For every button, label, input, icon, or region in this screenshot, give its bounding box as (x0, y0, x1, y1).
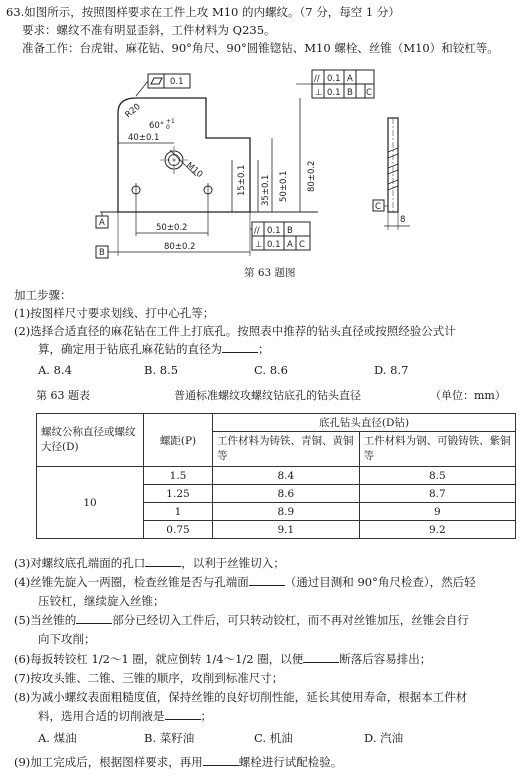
step-9-b: 螺栓进行试配检验。 (238, 755, 343, 769)
step-2-end: ； (258, 342, 270, 356)
fcf-bot-val1: 0.1 (267, 226, 281, 236)
dim-80-vert: 80±0.2 (307, 160, 317, 192)
cell: 9.2 (359, 521, 515, 539)
fcf-top-val1: 0.1 (327, 74, 341, 84)
answer-blank-6[interactable] (303, 651, 339, 663)
step-4-b: （通过目测和 90°角尺检查），然后轻 (284, 575, 476, 589)
dim-35: 35±0.1 (261, 174, 271, 206)
answer-blank-5[interactable] (76, 612, 112, 624)
th-diameter (37, 414, 144, 467)
answer-blank-8[interactable] (165, 708, 201, 720)
cell: 1.25 (144, 485, 213, 503)
cell: 1.5 (144, 467, 213, 485)
step-2-line1: (2)选择合适直径的麻花钻在工件上打底孔。按照表中推荐的钻头直径或按照经验公式计 (14, 324, 456, 338)
cell: 8.6 (213, 485, 360, 503)
fcf-bot-sym1: // (254, 226, 260, 236)
step-4-line2: 压铰杠，继续旋入丝锥； (38, 594, 165, 608)
step-8-line2 (38, 708, 212, 724)
plate-outline (118, 98, 250, 212)
step-2-text: 算，确定用于钻底孔麻花钻的直径为 (38, 342, 222, 356)
angle-tol-up: +1 (166, 118, 175, 125)
th-steel: 工件材料为钢、可锻铸铁、紫铜等 (359, 432, 515, 467)
dim-8: 8 (400, 215, 406, 225)
step-3-b: ，以利于丝锥切入； (181, 556, 285, 570)
question-text: 如图所示，按照图样要求在工件上攻 M10 的内螺纹。（7 分，每空 1 分） (24, 5, 400, 19)
table-title: 普通标准螺纹攻螺纹钻底孔的钻头直径 (174, 389, 361, 402)
dim-50-vert: 50±0.1 (279, 170, 289, 202)
step-5-line2: 向下攻削； (38, 632, 96, 646)
th-pitch: 螺距(P) (144, 414, 213, 467)
answer-blank-4[interactable] (249, 574, 285, 586)
fcf-bot-dat1: B (287, 226, 293, 236)
step-7: (7)按攻头锥、二锥、三锥的顺序，攻削到标准尺寸； (14, 671, 284, 685)
option-d[interactable]: D. 汽油 (364, 731, 404, 745)
step-5-b: 部分已经切入工件后，可只转动铰杠，而不再对丝锥加压，丝锥会自行 (112, 613, 469, 627)
option-b[interactable]: B. 菜籽油 (144, 731, 195, 745)
fcf-bot-sym2: ⊥ (255, 240, 263, 250)
dim-80: 80±0.2 (164, 242, 196, 252)
th-cast-iron: 工件材料为铸铁、青铜、黄铜等 (213, 432, 360, 467)
fcf-top-val2: 0.1 (327, 88, 341, 98)
step-3 (14, 555, 285, 571)
th-diameter-text: 螺纹公称直径或螺纹大径(D) (41, 426, 136, 453)
step-5-a: (5)当丝锥的 (14, 613, 77, 627)
cell: 1 (144, 503, 213, 521)
fcf-top-sym2: ⊥ (315, 88, 323, 98)
datum-c-label: C (375, 202, 381, 212)
flatness-value: 0.1 (170, 77, 184, 87)
part-drawing (0, 0, 528, 285)
step-9-a: (9)加工完成后，根据图样要求，再用 (14, 755, 203, 769)
requirement: 要求：螺纹不准有明显歪斜，工件材料为 Q235。 (22, 23, 276, 37)
table-unit: （单位：mm） (430, 389, 506, 402)
table-label: 第 63 题表 (36, 389, 90, 402)
cell: 9 (359, 503, 515, 521)
answer-blank-2[interactable] (222, 341, 258, 353)
step-8-end: ； (200, 709, 212, 723)
step-4-a: (4)丝锥先旋入一两圈，检查丝锥是否与孔端面 (14, 575, 249, 589)
dim-15: 15±0.1 (237, 164, 247, 196)
step-1: (1)按图样尺寸要求划线、打中心孔等； (14, 306, 215, 320)
cell: 8.5 (359, 467, 515, 485)
flatness-frame (148, 74, 190, 88)
cell: 8.4 (213, 467, 360, 485)
step-6 (14, 651, 431, 667)
radius-label: R20 (123, 101, 143, 121)
step-6-b: 断落后容易排出； (339, 652, 432, 666)
dim-50: 50±0.2 (156, 223, 188, 233)
step-8: (8)为减小螺纹表面粗糙度值，保持丝锥的良好切削性能，延长其使用寿命，根据本工件材 (14, 690, 468, 704)
fcf-bot-dat2: A (287, 240, 293, 250)
dim-40: 40±0.1 (128, 133, 160, 143)
datum-a-label: A (99, 218, 105, 228)
fcf-bottom (252, 222, 310, 250)
answer-blank-9[interactable] (203, 754, 239, 766)
option-c[interactable]: C. 机油 (254, 731, 293, 745)
step-4 (14, 574, 476, 590)
step-3-a: (3)对螺纹底孔端面的孔口 (14, 556, 146, 570)
answer-blank-3[interactable] (145, 555, 181, 567)
cell-d: 10 (37, 467, 144, 539)
cell: 0.75 (144, 521, 213, 539)
step-5 (14, 612, 469, 628)
option-c[interactable]: C. 8.6 (254, 363, 288, 377)
fcf-bot-val2: 0.1 (267, 240, 281, 250)
preparation: 准备工作：台虎钳、麻花钻、90°角尺、90°圆锥锪钻、M10 螺栓、丝锥（M10）和铰杠等。 (22, 41, 499, 55)
thread-label: M10 (184, 160, 205, 180)
step-9 (14, 754, 342, 770)
fcf-top-dat1: A (347, 74, 353, 84)
step-6-a: (6)每扳转铰杠 1/2～1 圈，就应倒转 1/4～1/2 圈，以便 (14, 652, 304, 666)
cell: 8.9 (213, 503, 360, 521)
steps-title: 加工步骤： (14, 288, 72, 302)
th-drill: 底孔钻头直径(D钻) (213, 414, 516, 432)
angle-tol-down: 0 (166, 124, 170, 131)
fcf-top-sym1: // (314, 74, 320, 84)
figure-caption: 第 63 题图 (244, 267, 296, 279)
question-number: 63. (6, 5, 25, 19)
datum-b-label: B (99, 248, 105, 258)
drill-table (36, 413, 516, 539)
fcf-top (312, 70, 374, 98)
option-b[interactable]: B. 8.5 (144, 363, 179, 377)
table-row (37, 467, 516, 485)
fcf-top-dat3: C (366, 88, 372, 98)
fcf-bot-dat3: C (299, 240, 305, 250)
fcf-top-dat2: B (347, 88, 353, 98)
option-a[interactable]: A. 8.4 (38, 363, 72, 377)
cell: 8.7 (359, 485, 515, 503)
step-2-line2 (38, 341, 270, 357)
option-d[interactable]: D. 8.7 (374, 363, 409, 377)
cell: 9.1 (213, 521, 360, 539)
option-a[interactable]: A. 煤油 (38, 731, 77, 745)
angle-label: 60° (149, 121, 165, 131)
step-8-text: 料，选用合适的切削液是 (38, 709, 165, 723)
